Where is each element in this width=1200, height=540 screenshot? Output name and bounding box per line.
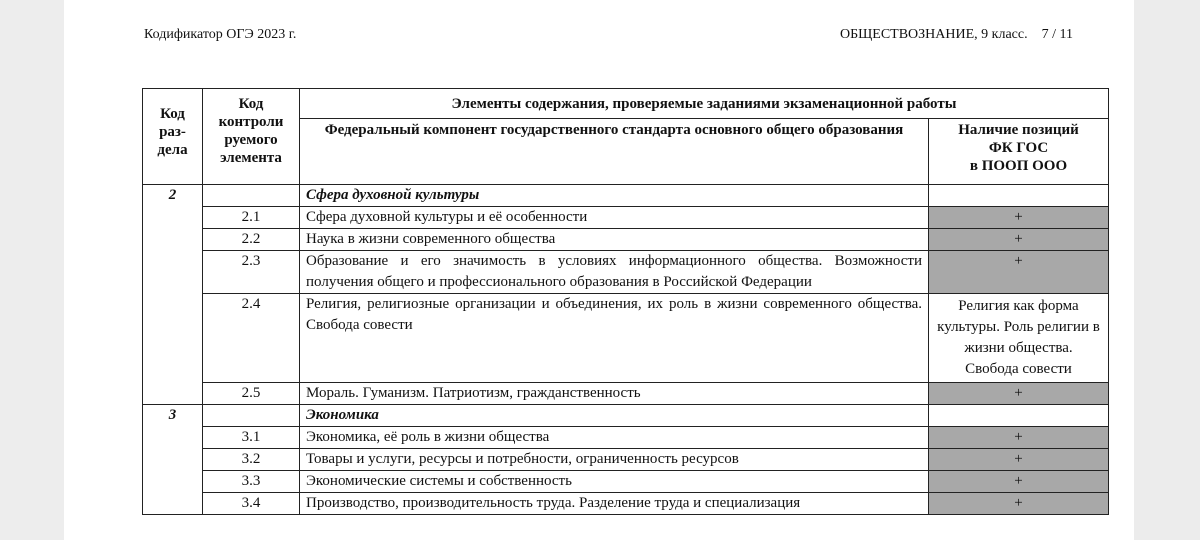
left-margin <box>0 0 64 540</box>
running-header-right: ОБЩЕСТВОЗНАНИЕ, 9 класс. 7 / 11 <box>840 27 1073 42</box>
element-text: Мораль. Гуманизм. Патриотизм, гражданственность <box>300 383 929 405</box>
table-row <box>143 229 1109 251</box>
table-row <box>143 207 1109 229</box>
section-poop <box>929 405 1109 427</box>
table-row <box>143 449 1109 471</box>
element-code: 2.1 <box>203 207 300 229</box>
running-header-left: Кодификатор ОГЭ 2023 г. <box>144 27 297 42</box>
poop-mark: + <box>929 427 1109 449</box>
table-row <box>143 251 1109 294</box>
table-row <box>143 471 1109 493</box>
element-text: Наука в жизни современного общества <box>300 229 929 251</box>
poop-mark: + <box>929 471 1109 493</box>
header-section-code: Код раз- дела <box>143 89 203 185</box>
section-title: Сфера духовной культуры <box>300 185 929 207</box>
element-text: Образование и его значимость в условиях информационного общества. Возможности получения общего и профессионального образования в Российской Федерации <box>300 251 929 294</box>
poop-mark: + <box>929 449 1109 471</box>
element-code: 3.2 <box>203 449 300 471</box>
element-code: 3.4 <box>203 493 300 515</box>
right-margin <box>1134 0 1200 540</box>
poop-mark: + <box>929 229 1109 251</box>
section-row <box>143 405 1109 427</box>
element-code: 2.2 <box>203 229 300 251</box>
section-element-code <box>203 185 300 207</box>
poop-mark: + <box>929 493 1109 515</box>
element-code: 3.1 <box>203 427 300 449</box>
section-code: 3 <box>143 405 203 515</box>
table-row <box>143 294 1109 383</box>
poop-mark: + <box>929 251 1109 294</box>
section-title: Экономика <box>300 405 929 427</box>
section-poop <box>929 185 1109 207</box>
poop-mark: + <box>929 207 1109 229</box>
table-row <box>143 427 1109 449</box>
element-code: 2.4 <box>203 294 300 383</box>
element-code: 2.5 <box>203 383 300 405</box>
element-text: Экономические системы и собственность <box>300 471 929 493</box>
header-element-code: Код контроли руемого элемента <box>203 89 300 185</box>
header-poop: Наличие позиций ФК ГОС в ПООП ООО <box>929 119 1109 185</box>
poop-text: Религия как форма культуры. Роль религии в жизни общества. Свобода совести <box>929 294 1109 383</box>
element-text: Экономика, её роль в жизни общества <box>300 427 929 449</box>
poop-mark: + <box>929 383 1109 405</box>
element-text: Товары и услуги, ресурсы и потребности, ограниченность ресурсов <box>300 449 929 471</box>
table-row <box>143 493 1109 515</box>
element-code: 3.3 <box>203 471 300 493</box>
section-code: 2 <box>143 185 203 405</box>
element-code: 2.3 <box>203 251 300 294</box>
section-element-code <box>203 405 300 427</box>
table-row <box>143 383 1109 405</box>
element-text: Производство, производительность труда. Разделение труда и специализация <box>300 493 929 515</box>
element-text: Религия, религиозные организации и объединения, их роль в жизни современного общества. Свобода совести <box>300 294 929 383</box>
section-row <box>143 185 1109 207</box>
element-text: Сфера духовной культуры и её особенности <box>300 207 929 229</box>
codifier-table <box>142 88 1109 515</box>
header-content-group: Элементы содержания, проверяемые заданиями экзаменационной работы <box>300 89 1109 119</box>
header-fk-gos: Федеральный компонент государственного стандарта основного общего образования <box>300 119 929 185</box>
